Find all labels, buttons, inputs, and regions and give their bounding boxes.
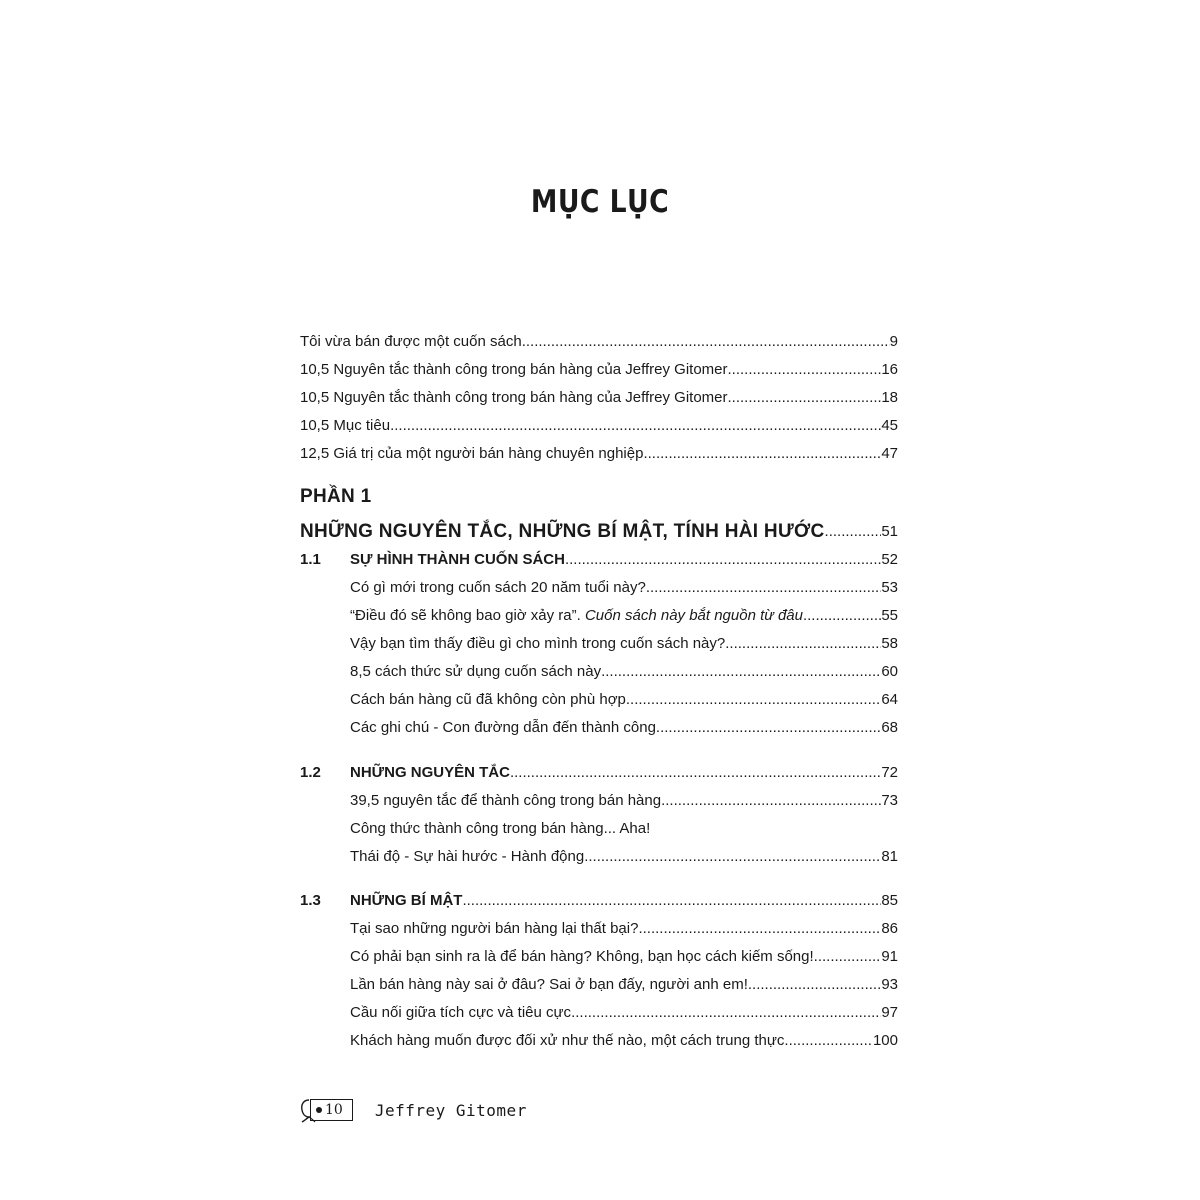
dot-leader (643, 444, 881, 464)
part-label: PHẦN 1 (300, 486, 372, 507)
entry-title: 10,5 Mục tiêu (300, 417, 391, 434)
section-title: SỰ HÌNH THÀNH CUỐN SÁCH (350, 551, 565, 568)
dot-leader (784, 1031, 873, 1051)
toc-entry[interactable] (350, 915, 898, 939)
dot-leader (725, 634, 881, 654)
toc-entry[interactable] (350, 574, 898, 598)
entry-page: 52 (881, 551, 898, 568)
toc-entry[interactable] (300, 356, 898, 380)
entry-title: Thái độ - Sự hài hước - Hành động (350, 848, 585, 865)
entry-page: 64 (881, 691, 898, 708)
entry-page: 18 (881, 389, 898, 406)
entry-title: Khách hàng muốn được đối xử như thế nào, một cách trung thực (350, 1032, 785, 1049)
entry-title: Có gì mới trong cuốn sách 20 năm tuổi này? (350, 579, 646, 596)
entry-title: 8,5 cách thức sử dụng cuốn sách này (350, 663, 602, 680)
entry-page: 91 (881, 948, 898, 965)
entry-title: Các ghi chú - Con đường dẫn đến thành công (350, 719, 656, 736)
entry-page: 100 (872, 1032, 898, 1049)
toc-entry[interactable] (350, 971, 898, 995)
bullet-icon (316, 1107, 322, 1113)
page-title: MỤC LỤC (530, 184, 670, 220)
dot-leader (638, 919, 881, 939)
toc-entry[interactable] (350, 714, 898, 738)
page-number: 10 (325, 1102, 343, 1118)
dot-leader (522, 332, 890, 352)
dot-leader (748, 975, 881, 995)
toc-entry[interactable] (350, 602, 898, 626)
dot-leader (565, 550, 881, 570)
entry-page: 86 (881, 920, 898, 937)
dot-leader (803, 606, 881, 626)
section-number: 1.1 (300, 551, 321, 568)
toc-entry[interactable] (350, 630, 898, 654)
dot-leader (626, 690, 881, 710)
entry-page: 68 (881, 719, 898, 736)
toc-entry[interactable] (300, 384, 898, 408)
entry-title-regular: “Điều đó sẽ không bao giờ xảy ra”. (350, 607, 585, 624)
entry-page: 97 (881, 1004, 898, 1021)
entry-page: 9 (889, 333, 898, 350)
entry-title: 39,5 nguyên tắc để thành công trong bán hàng (350, 792, 662, 809)
dot-leader (462, 891, 881, 911)
entry-title: Cầu nối giữa tích cực và tiêu cực (350, 1004, 572, 1021)
entry-page: 58 (881, 635, 898, 652)
section-entry[interactable] (300, 759, 898, 783)
entry-title: Cách bán hàng cũ đã không còn phù hợp (350, 691, 626, 708)
dot-leader (584, 847, 881, 867)
dot-leader (571, 1003, 881, 1023)
entry-title: Tại sao những người bán hàng lại thất bại? (350, 920, 639, 937)
entry-title: Có phải bạn sinh ra là để bán hàng? Không, bạn học cách kiếm sống! (350, 948, 814, 965)
toc-entry[interactable] (300, 440, 898, 464)
entry-page: 45 (881, 417, 898, 434)
dot-leader (510, 763, 881, 783)
dot-leader (646, 578, 881, 598)
section-entry[interactable] (300, 546, 898, 570)
toc-entry[interactable] (300, 412, 898, 436)
dot-leader (728, 388, 882, 408)
toc-entry[interactable] (350, 1027, 898, 1051)
section-title: NHỮNG BÍ MẬT (350, 892, 463, 909)
entry-title: Vậy bạn tìm thấy điều gì cho mình trong cuốn sách này? (350, 635, 726, 652)
entry-page: 60 (881, 663, 898, 680)
entry-page: 51 (881, 523, 898, 540)
entry-page: 73 (881, 792, 898, 809)
dot-leader (601, 662, 881, 682)
entry-page: 93 (881, 976, 898, 993)
section-entry[interactable] (300, 887, 898, 911)
entry-title: Lần bán hàng này sai ở đâu? Sai ở bạn đấy, người anh em! (350, 976, 748, 993)
toc-entry[interactable] (350, 815, 898, 839)
entry-page: 81 (881, 848, 898, 865)
toc-entry[interactable] (300, 328, 898, 352)
dot-leader (728, 360, 882, 380)
section-number: 1.2 (300, 764, 321, 781)
entry-page: 47 (881, 445, 898, 462)
entry-title: 10,5 Nguyên tắc thành công trong bán hàng của Jeffrey Gitomer (300, 389, 728, 406)
entry-title-italic: Cuốn sách này bắt nguồn từ đâu (584, 607, 803, 624)
dot-leader (656, 718, 881, 738)
section-number: 1.3 (300, 892, 321, 909)
part-entry[interactable] (300, 514, 898, 542)
dot-leader (825, 522, 882, 542)
entry-title: Tôi vừa bán được một cuốn sách (300, 333, 522, 350)
dot-leader (390, 416, 881, 436)
entry-page: 55 (881, 607, 898, 624)
part-title: NHỮNG NGUYÊN TẮC, NHỮNG BÍ MẬT, TÍNH HÀI HƯỚC (300, 521, 825, 542)
entry-title (350, 606, 803, 626)
section-title: NHỮNG NGUYÊN TẮC (350, 764, 510, 781)
toc-entry[interactable] (350, 686, 898, 710)
entry-page: 72 (881, 764, 898, 781)
toc-entry[interactable] (350, 787, 898, 811)
toc-entry[interactable] (350, 999, 898, 1023)
toc-entry[interactable] (350, 658, 898, 682)
page-number-box (310, 1099, 353, 1121)
dot-leader (814, 947, 882, 967)
entry-page: 53 (881, 579, 898, 596)
author-name: Jeffrey Gitomer (374, 1100, 527, 1120)
page-footer (300, 1097, 527, 1123)
entry-title: 10,5 Nguyên tắc thành công trong bán hàng của Jeffrey Gitomer (300, 361, 728, 378)
dot-leader (661, 791, 881, 811)
entry-title: 12,5 Giá trị của một người bán hàng chuyên nghiệp (300, 445, 644, 462)
toc-entry[interactable] (350, 943, 898, 967)
entry-page: 85 (881, 892, 898, 909)
entry-title: Công thức thành công trong bán hàng... Aha! (350, 820, 651, 837)
toc-entry[interactable] (350, 843, 898, 867)
entry-page: 16 (881, 361, 898, 378)
